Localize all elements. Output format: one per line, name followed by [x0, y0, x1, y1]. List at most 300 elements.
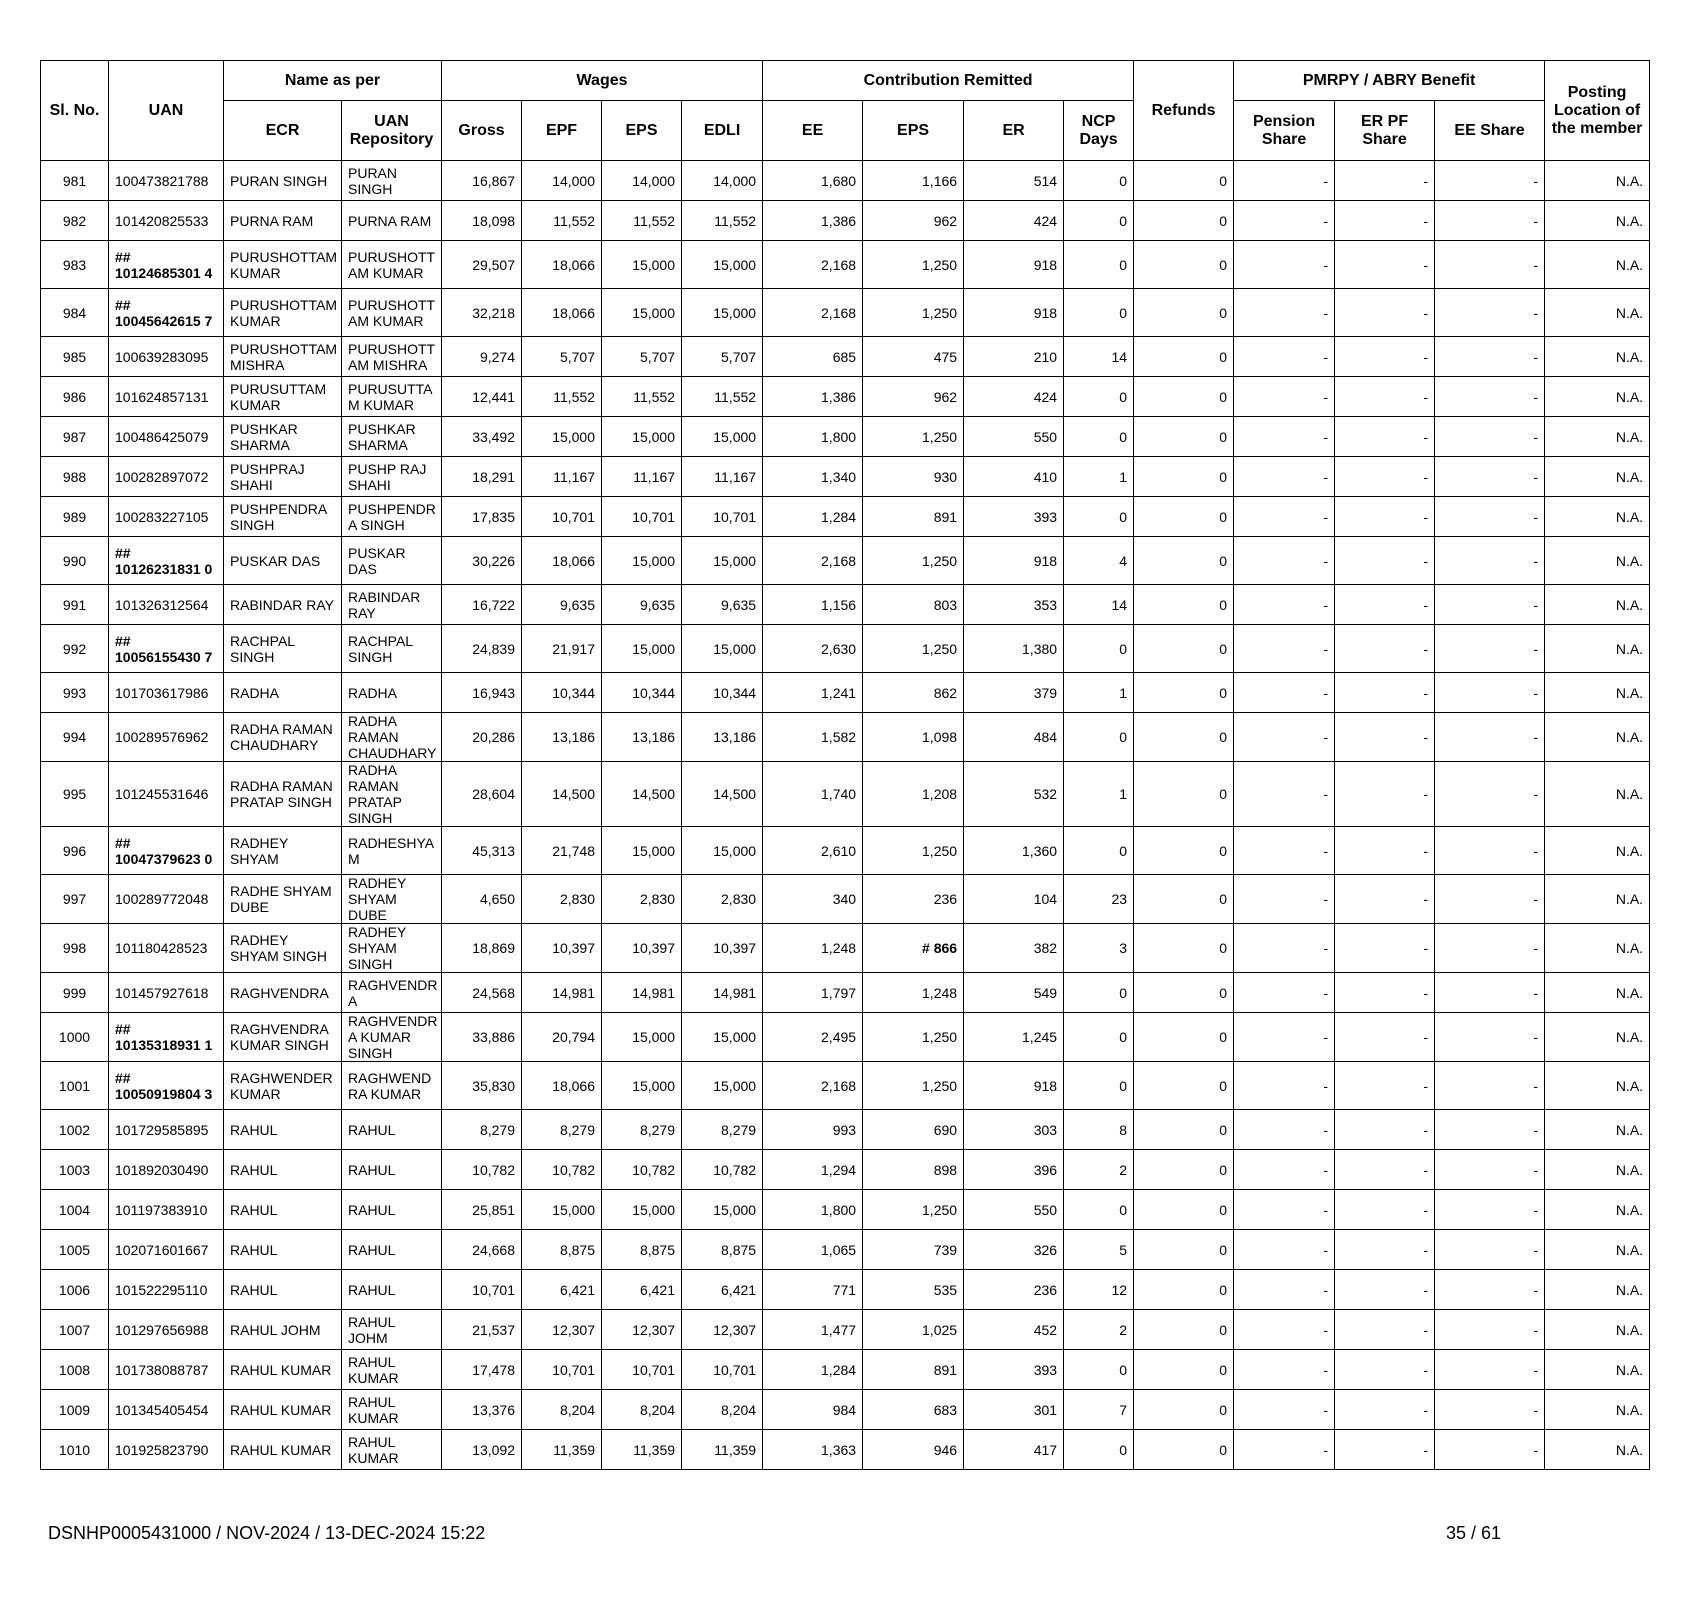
- cell-edli: 15,000: [682, 241, 763, 289]
- cell-uan: 100283227105: [109, 497, 224, 537]
- cell-er: 210: [964, 337, 1064, 377]
- table-row: [41, 827, 1650, 875]
- cell-eps: 14,981: [602, 973, 682, 1013]
- cell-name-ecr: RAHUL JOHM: [224, 1310, 342, 1350]
- cell-ee: 2,168: [763, 289, 863, 337]
- cell-pension-share: -: [1234, 537, 1335, 585]
- cell-name-ecr: PURUSHOTTAM KUMAR: [224, 241, 342, 289]
- cell-gross: 18,291: [442, 457, 522, 497]
- cell-refunds: 0: [1134, 377, 1234, 417]
- cell-posting-location: N.A.: [1545, 713, 1650, 762]
- cell-gross: 12,441: [442, 377, 522, 417]
- cell-er: 303: [964, 1110, 1064, 1150]
- cell-sl-no: 999: [41, 973, 109, 1013]
- cell-posting-location: N.A.: [1545, 1430, 1650, 1470]
- table-row: [41, 1110, 1650, 1150]
- cell-sl-no: 1006: [41, 1270, 109, 1310]
- cell-er-pf-share: -: [1335, 1110, 1435, 1150]
- cell-edli: 15,000: [682, 537, 763, 585]
- cell-gross: 8,279: [442, 1110, 522, 1150]
- cell-epf: 14,000: [522, 161, 602, 201]
- cell-epf: 5,707: [522, 337, 602, 377]
- cell-posting-location: N.A.: [1545, 1190, 1650, 1230]
- header-posting: Posting Location of the member: [1545, 61, 1650, 161]
- cell-pension-share: -: [1234, 377, 1335, 417]
- cell-er: 236: [964, 1270, 1064, 1310]
- cell-ee: 2,168: [763, 537, 863, 585]
- cell-ee: 1,294: [763, 1150, 863, 1190]
- cell-refunds: 0: [1134, 241, 1234, 289]
- cell-er: 484: [964, 713, 1064, 762]
- cell-er: 452: [964, 1310, 1064, 1350]
- cell-name-uan-repository: RADHEY SHYAM DUBE: [342, 875, 442, 924]
- cell-pension-share: -: [1234, 827, 1335, 875]
- header-gross: Gross: [442, 101, 522, 161]
- cell-posting-location: N.A.: [1545, 337, 1650, 377]
- cell-name-ecr: RACHPAL SINGH: [224, 625, 342, 673]
- cell-er: 1,360: [964, 827, 1064, 875]
- cell-pension-share: -: [1234, 417, 1335, 457]
- cell-posting-location: N.A.: [1545, 924, 1650, 973]
- cell-eps: 5,707: [602, 337, 682, 377]
- cell-epf: 10,782: [522, 1150, 602, 1190]
- cell-epf: 18,066: [522, 289, 602, 337]
- table-row: [41, 924, 1650, 973]
- cell-name-ecr: PURAN SINGH: [224, 161, 342, 201]
- cell-refunds: 0: [1134, 585, 1234, 625]
- cell-ee-share: -: [1435, 337, 1545, 377]
- cell-posting-location: N.A.: [1545, 1062, 1650, 1110]
- cell-ee: 2,168: [763, 241, 863, 289]
- cell-eps: 15,000: [602, 241, 682, 289]
- cell-epf: 10,397: [522, 924, 602, 973]
- cell-name-uan-repository: RAHUL KUMAR: [342, 1390, 442, 1430]
- cell-name-uan-repository: PURUSHOTT AM KUMAR: [342, 289, 442, 337]
- cell-name-ecr: PUSHPENDRA SINGH: [224, 497, 342, 537]
- cell-posting-location: N.A.: [1545, 289, 1650, 337]
- cell-eps: 14,500: [602, 762, 682, 827]
- cell-edli: 5,707: [682, 337, 763, 377]
- cell-name-uan-repository: RAHUL: [342, 1230, 442, 1270]
- cell-posting-location: N.A.: [1545, 973, 1650, 1013]
- cell-edli: 14,500: [682, 762, 763, 827]
- cell-er-pf-share: -: [1335, 1013, 1435, 1062]
- cell-ee: 1,065: [763, 1230, 863, 1270]
- cell-posting-location: N.A.: [1545, 1350, 1650, 1390]
- cell-pension-share: -: [1234, 161, 1335, 201]
- cell-uan: ## 10050919804 3: [109, 1062, 224, 1110]
- cell-ee-share: -: [1435, 1110, 1545, 1150]
- table-row: [41, 241, 1650, 289]
- cell-refunds: 0: [1134, 201, 1234, 241]
- cell-ncp-days: 0: [1064, 1013, 1134, 1062]
- cell-name-ecr: PUSKAR DAS: [224, 537, 342, 585]
- cell-refunds: 0: [1134, 1013, 1234, 1062]
- cell-ncp-days: 0: [1064, 713, 1134, 762]
- cell-gross: 24,568: [442, 973, 522, 1013]
- table-row: [41, 1310, 1650, 1350]
- cell-ee: 1,800: [763, 1190, 863, 1230]
- header-pmrpy: PMRPY / ABRY Benefit: [1234, 61, 1545, 101]
- table-row: [41, 497, 1650, 537]
- cell-contribution-eps: 803: [863, 585, 964, 625]
- cell-uan: 100289576962: [109, 713, 224, 762]
- cell-posting-location: N.A.: [1545, 1013, 1650, 1062]
- cell-refunds: 0: [1134, 924, 1234, 973]
- cell-name-uan-repository: PUSKAR DAS: [342, 537, 442, 585]
- cell-sl-no: 982: [41, 201, 109, 241]
- cell-epf: 8,279: [522, 1110, 602, 1150]
- cell-eps: 15,000: [602, 625, 682, 673]
- cell-gross: 20,286: [442, 713, 522, 762]
- cell-posting-location: N.A.: [1545, 1110, 1650, 1150]
- cell-ncp-days: 5: [1064, 1230, 1134, 1270]
- header-contribution-remitted: Contribution Remitted: [763, 61, 1134, 101]
- cell-ee: 1,156: [763, 585, 863, 625]
- cell-edli: 10,344: [682, 673, 763, 713]
- cell-er-pf-share: -: [1335, 973, 1435, 1013]
- cell-sl-no: 989: [41, 497, 109, 537]
- cell-ee: 1,680: [763, 161, 863, 201]
- header-pension-share: Pension Share: [1234, 101, 1335, 161]
- cell-uan: 101624857131: [109, 377, 224, 417]
- cell-ee: 2,168: [763, 1062, 863, 1110]
- cell-sl-no: 987: [41, 417, 109, 457]
- cell-ee-share: -: [1435, 1270, 1545, 1310]
- cell-contribution-eps: # 866: [863, 924, 964, 973]
- cell-eps: 15,000: [602, 827, 682, 875]
- cell-ee-share: -: [1435, 1430, 1545, 1470]
- header-refunds: Refunds: [1134, 61, 1234, 161]
- cell-gross: 16,867: [442, 161, 522, 201]
- cell-er-pf-share: -: [1335, 762, 1435, 827]
- cell-er-pf-share: -: [1335, 497, 1435, 537]
- cell-uan: ## 10045642615 7: [109, 289, 224, 337]
- cell-epf: 18,066: [522, 1062, 602, 1110]
- cell-name-ecr: PURUSUTTAM KUMAR: [224, 377, 342, 417]
- cell-sl-no: 995: [41, 762, 109, 827]
- footer-page-number: 35 / 61: [1446, 1523, 1502, 1543]
- cell-name-ecr: RAHUL KUMAR: [224, 1390, 342, 1430]
- cell-er: 393: [964, 1350, 1064, 1390]
- cell-er-pf-share: -: [1335, 201, 1435, 241]
- cell-edli: 11,167: [682, 457, 763, 497]
- cell-ncp-days: 3: [1064, 924, 1134, 973]
- cell-eps: 15,000: [602, 1013, 682, 1062]
- cell-eps: 11,167: [602, 457, 682, 497]
- cell-pension-share: -: [1234, 241, 1335, 289]
- cell-contribution-eps: 1,250: [863, 417, 964, 457]
- cell-gross: 16,722: [442, 585, 522, 625]
- cell-er: 1,245: [964, 1013, 1064, 1062]
- cell-er: 424: [964, 377, 1064, 417]
- cell-contribution-eps: 1,098: [863, 713, 964, 762]
- cell-ncp-days: 14: [1064, 337, 1134, 377]
- cell-contribution-eps: 962: [863, 377, 964, 417]
- header-ee: EE: [763, 101, 863, 161]
- cell-er: 532: [964, 762, 1064, 827]
- header-uan-repository: UAN Repository: [342, 101, 442, 161]
- cell-sl-no: 996: [41, 827, 109, 875]
- cell-refunds: 0: [1134, 1110, 1234, 1150]
- cell-er-pf-share: -: [1335, 1350, 1435, 1390]
- cell-ncp-days: 0: [1064, 973, 1134, 1013]
- cell-name-ecr: PURUSHOTTAM MISHRA: [224, 337, 342, 377]
- cell-gross: 25,851: [442, 1190, 522, 1230]
- cell-pension-share: -: [1234, 289, 1335, 337]
- cell-contribution-eps: 1,250: [863, 1013, 964, 1062]
- cell-name-uan-repository: RAHUL: [342, 1110, 442, 1150]
- cell-er: 918: [964, 537, 1064, 585]
- cell-uan: 101180428523: [109, 924, 224, 973]
- cell-eps: 8,875: [602, 1230, 682, 1270]
- cell-edli: 14,981: [682, 973, 763, 1013]
- cell-er-pf-share: -: [1335, 827, 1435, 875]
- cell-uan: 100289772048: [109, 875, 224, 924]
- cell-ncp-days: 7: [1064, 1390, 1134, 1430]
- cell-name-ecr: PURUSHOTTAM KUMAR: [224, 289, 342, 337]
- cell-er: 918: [964, 289, 1064, 337]
- table-row: [41, 1190, 1650, 1230]
- cell-ee-share: -: [1435, 161, 1545, 201]
- table-row: [41, 201, 1650, 241]
- cell-uan: 101703617986: [109, 673, 224, 713]
- cell-edli: 15,000: [682, 827, 763, 875]
- cell-ee: 1,582: [763, 713, 863, 762]
- cell-posting-location: N.A.: [1545, 1310, 1650, 1350]
- cell-sl-no: 983: [41, 241, 109, 289]
- cell-uan: 101197383910: [109, 1190, 224, 1230]
- cell-gross: 24,668: [442, 1230, 522, 1270]
- table-row: [41, 1270, 1650, 1310]
- cell-gross: 13,092: [442, 1430, 522, 1470]
- cell-ee-share: -: [1435, 827, 1545, 875]
- cell-edli: 12,307: [682, 1310, 763, 1350]
- cell-epf: 21,748: [522, 827, 602, 875]
- cell-ee: 993: [763, 1110, 863, 1150]
- cell-epf: 15,000: [522, 417, 602, 457]
- cell-er-pf-share: -: [1335, 417, 1435, 457]
- cell-pension-share: -: [1234, 497, 1335, 537]
- header-uan: UAN: [109, 61, 224, 161]
- table-row: [41, 1062, 1650, 1110]
- cell-posting-location: N.A.: [1545, 762, 1650, 827]
- cell-name-uan-repository: RAHUL: [342, 1150, 442, 1190]
- cell-er-pf-share: -: [1335, 1190, 1435, 1230]
- cell-name-uan-repository: PUSHKAR SHARMA: [342, 417, 442, 457]
- cell-posting-location: N.A.: [1545, 161, 1650, 201]
- cell-pension-share: -: [1234, 625, 1335, 673]
- cell-ncp-days: 2: [1064, 1150, 1134, 1190]
- cell-er-pf-share: -: [1335, 713, 1435, 762]
- cell-refunds: 0: [1134, 1430, 1234, 1470]
- cell-uan: 101457927618: [109, 973, 224, 1013]
- cell-sl-no: 1003: [41, 1150, 109, 1190]
- cell-ee-share: -: [1435, 713, 1545, 762]
- cell-refunds: 0: [1134, 713, 1234, 762]
- cell-epf: 10,344: [522, 673, 602, 713]
- table-row: [41, 673, 1650, 713]
- cell-ee: 1,340: [763, 457, 863, 497]
- cell-edli: 9,635: [682, 585, 763, 625]
- table-row: [41, 537, 1650, 585]
- cell-eps: 10,782: [602, 1150, 682, 1190]
- cell-sl-no: 993: [41, 673, 109, 713]
- cell-epf: 13,186: [522, 713, 602, 762]
- header-name-as-per: Name as per: [224, 61, 442, 101]
- cell-refunds: 0: [1134, 1310, 1234, 1350]
- cell-epf: 15,000: [522, 1190, 602, 1230]
- cell-ee: 1,386: [763, 377, 863, 417]
- cell-eps: 10,397: [602, 924, 682, 973]
- cell-eps: 11,552: [602, 201, 682, 241]
- cell-er: 396: [964, 1150, 1064, 1190]
- cell-ee-share: -: [1435, 537, 1545, 585]
- cell-eps: 8,204: [602, 1390, 682, 1430]
- cell-refunds: 0: [1134, 337, 1234, 377]
- cell-ee: 984: [763, 1390, 863, 1430]
- cell-epf: 11,167: [522, 457, 602, 497]
- cell-ee: 1,797: [763, 973, 863, 1013]
- cell-uan: 102071601667: [109, 1230, 224, 1270]
- cell-er-pf-share: -: [1335, 673, 1435, 713]
- cell-edli: 15,000: [682, 1062, 763, 1110]
- cell-contribution-eps: 683: [863, 1390, 964, 1430]
- cell-refunds: 0: [1134, 762, 1234, 827]
- cell-sl-no: 992: [41, 625, 109, 673]
- cell-eps: 10,701: [602, 1350, 682, 1390]
- cell-ncp-days: 1: [1064, 762, 1134, 827]
- cell-contribution-eps: 862: [863, 673, 964, 713]
- cell-uan: 100282897072: [109, 457, 224, 497]
- cell-uan: 101738088787: [109, 1350, 224, 1390]
- cell-sl-no: 991: [41, 585, 109, 625]
- cell-epf: 2,830: [522, 875, 602, 924]
- cell-ee-share: -: [1435, 625, 1545, 673]
- cell-refunds: 0: [1134, 827, 1234, 875]
- cell-epf: 10,701: [522, 1350, 602, 1390]
- cell-gross: 18,869: [442, 924, 522, 973]
- cell-contribution-eps: 535: [863, 1270, 964, 1310]
- cell-ee-share: -: [1435, 973, 1545, 1013]
- table-row: [41, 1350, 1650, 1390]
- cell-sl-no: 990: [41, 537, 109, 585]
- cell-eps: 15,000: [602, 1190, 682, 1230]
- cell-er-pf-share: -: [1335, 1310, 1435, 1350]
- cell-er: 393: [964, 497, 1064, 537]
- cell-name-uan-repository: RADHEY SHYAM SINGH: [342, 924, 442, 973]
- cell-posting-location: N.A.: [1545, 625, 1650, 673]
- cell-ncp-days: 0: [1064, 1190, 1134, 1230]
- cell-sl-no: 1004: [41, 1190, 109, 1230]
- cell-ncp-days: 0: [1064, 625, 1134, 673]
- cell-name-uan-repository: RADHESHYA M: [342, 827, 442, 875]
- cell-pension-share: -: [1234, 1350, 1335, 1390]
- cell-er: 550: [964, 1190, 1064, 1230]
- cell-er-pf-share: -: [1335, 875, 1435, 924]
- cell-posting-location: N.A.: [1545, 1390, 1650, 1430]
- cell-name-ecr: RADHA RAMAN PRATAP SINGH: [224, 762, 342, 827]
- cell-refunds: 0: [1134, 1270, 1234, 1310]
- cell-refunds: 0: [1134, 673, 1234, 713]
- cell-uan: 101345405454: [109, 1390, 224, 1430]
- cell-eps: 11,552: [602, 377, 682, 417]
- cell-name-ecr: RABINDAR RAY: [224, 585, 342, 625]
- cell-er-pf-share: -: [1335, 537, 1435, 585]
- cell-eps: 9,635: [602, 585, 682, 625]
- cell-refunds: 0: [1134, 289, 1234, 337]
- cell-ee-share: -: [1435, 1190, 1545, 1230]
- cell-ee: 1,740: [763, 762, 863, 827]
- cell-sl-no: 1005: [41, 1230, 109, 1270]
- cell-edli: 10,782: [682, 1150, 763, 1190]
- header-wages: Wages: [442, 61, 763, 101]
- cell-name-uan-repository: RAGHWEND RA KUMAR: [342, 1062, 442, 1110]
- cell-epf: 11,359: [522, 1430, 602, 1470]
- cell-name-ecr: RAHUL: [224, 1190, 342, 1230]
- cell-eps: 6,421: [602, 1270, 682, 1310]
- cell-er-pf-share: -: [1335, 1150, 1435, 1190]
- cell-contribution-eps: 930: [863, 457, 964, 497]
- header-er: ER: [964, 101, 1064, 161]
- cell-epf: 8,875: [522, 1230, 602, 1270]
- cell-pension-share: -: [1234, 1110, 1335, 1150]
- cell-posting-location: N.A.: [1545, 1150, 1650, 1190]
- cell-posting-location: N.A.: [1545, 417, 1650, 457]
- cell-er: 550: [964, 417, 1064, 457]
- cell-contribution-eps: 946: [863, 1430, 964, 1470]
- cell-edli: 6,421: [682, 1270, 763, 1310]
- cell-name-ecr: RAHUL KUMAR: [224, 1430, 342, 1470]
- cell-pension-share: -: [1234, 1310, 1335, 1350]
- cell-refunds: 0: [1134, 1062, 1234, 1110]
- cell-edli: 15,000: [682, 289, 763, 337]
- cell-eps: 8,279: [602, 1110, 682, 1150]
- cell-gross: 32,218: [442, 289, 522, 337]
- cell-ncp-days: 0: [1064, 241, 1134, 289]
- cell-pension-share: -: [1234, 1390, 1335, 1430]
- cell-ee-share: -: [1435, 875, 1545, 924]
- cell-uan: 101245531646: [109, 762, 224, 827]
- cell-name-ecr: RAGHVENDRA: [224, 973, 342, 1013]
- cell-ncp-days: 1: [1064, 673, 1134, 713]
- cell-posting-location: N.A.: [1545, 673, 1650, 713]
- cell-contribution-eps: 1,248: [863, 973, 964, 1013]
- cell-uan: 100473821788: [109, 161, 224, 201]
- cell-contribution-eps: 1,250: [863, 625, 964, 673]
- cell-contribution-eps: 1,250: [863, 827, 964, 875]
- cell-refunds: 0: [1134, 875, 1234, 924]
- cell-edli: 10,701: [682, 497, 763, 537]
- cell-ncp-days: 0: [1064, 289, 1134, 337]
- cell-pension-share: -: [1234, 585, 1335, 625]
- cell-er-pf-share: -: [1335, 1270, 1435, 1310]
- cell-er: 918: [964, 1062, 1064, 1110]
- cell-edli: 11,552: [682, 377, 763, 417]
- cell-edli: 8,279: [682, 1110, 763, 1150]
- cell-ncp-days: 0: [1064, 1430, 1134, 1470]
- cell-er: 1,380: [964, 625, 1064, 673]
- table-row: [41, 1230, 1650, 1270]
- cell-edli: 15,000: [682, 1013, 763, 1062]
- cell-name-ecr: RADHE SHYAM DUBE: [224, 875, 342, 924]
- cell-name-ecr: RAGHVENDRA KUMAR SINGH: [224, 1013, 342, 1062]
- table-row: [41, 585, 1650, 625]
- cell-gross: 13,376: [442, 1390, 522, 1430]
- cell-uan: 101297656988: [109, 1310, 224, 1350]
- cell-uan: ## 10047379623 0: [109, 827, 224, 875]
- contribution-table: [40, 60, 1650, 1470]
